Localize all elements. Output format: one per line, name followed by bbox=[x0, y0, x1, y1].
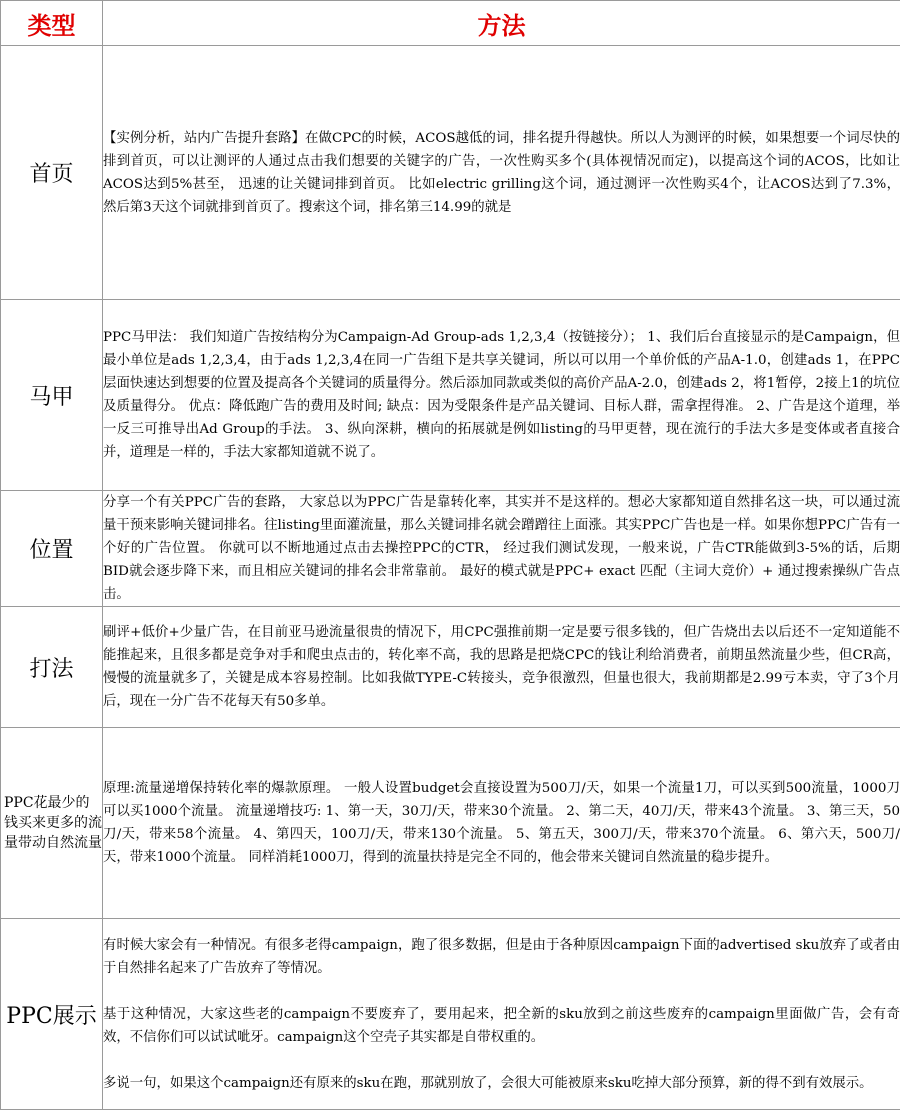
table-row bbox=[1, 919, 900, 1110]
method-paragraph: PPC马甲法： 我们知道广告按结构分为Campaign-Ad Group-ads 1,2,3,4（按链接分）； 1、我们后台直接显示的是Campaign，但最小单位是ads 1,2,3,4，由于ads 1,2,3,4在同一广告组下是共享关键词，所以可以用一个单价低的产品A-1.0，创建ads 1，在PPC层面快速达到想要的位置及提高各个关键词的质量得分。然后添加同款或类似的高价产品A-2.0，创建ads 2，将1暂停，2接上1的坑位及质量得分。 优点：降低跑广告的费用及时间; 缺点：因为受限条件是产品关键词、目标人群，需拿捏得准。 2、广告是这个道理，举一反三可推导出Ad Group的手法。 3、纵向深耕，横向的拓展就是例如listing的马甲更替，现在流行的手法大多是变体或者直接合并，道理是一样的，手法大家都知道就不说了。 bbox=[103, 326, 900, 464]
table-row bbox=[1, 728, 900, 919]
method-cell bbox=[103, 300, 900, 491]
table-row bbox=[1, 46, 900, 300]
method-paragraph: 有时候大家会有一种情况。有很多老得campaign，跑了很多数据，但是由于各种原因campaign下面的advertised sku放弃了或者由于自然排名起来了广告放弃了等情况。 bbox=[103, 934, 900, 980]
type-cell: PPC花最少的钱买来更多的流量带动自然流量 bbox=[1, 728, 103, 919]
table-row bbox=[1, 607, 900, 728]
type-cell: 位置 bbox=[1, 491, 103, 607]
method-paragraph: 【实例分析，站内广告提升套路】在做CPC的时候，ACOS越低的词，排名提升得越快。所以人为测评的时候，如果想要一个词尽快的排到首页，可以让测评的人通过点击我们想要的关键字的广告，一次性购买多个(具体视情况而定)，以提高这个词的ACOS，比如让ACOS达到5%甚至， 迅速的让关键词排到首页。 比如electric grilling这个词，通过测评一次性购买4个，让ACOS达到了7.3%， 然后第3天这个词就排到首页了。搜索这个词，排名第三14.99的就是 bbox=[103, 127, 900, 219]
method-column-header: 方法 bbox=[103, 1, 900, 46]
method-paragraph: 原理:流量递增保持转化率的爆款原理。 一般人设置budget会直接设置为500刀/天，如果一个流量1刀，可以买到500流量，1000刀可以买1000个流量。 流量递增技巧: 1、第一天，30刀/天，带来30个流量。 2、第二天，40刀/天，带来43个流量。 3、第三天，50刀/天，带来58个流量。 4、第四天，100刀/天，带来130个流量。 5、第五天，300刀/天，带来370个流量。 6、第六天，500刀/天，带来1000个流量。 同样消耗1000刀，得到的流量扶持是完全不同的，他会带来关键词自然流量的稳步提升。 bbox=[103, 777, 900, 869]
method-paragraph: 分享一个有关PPC广告的套路， 大家总以为PPC广告是靠转化率，其实并不是这样的。想必大家都知道自然排名这一块，可以通过流量干预来影响关键词排名。往listing里面灌流量，那么关键词排名就会蹭蹭往上面涨。其实PPC广告也是一样。如果你想PPC广告有一个好的广告位置。 你就可以不断地通过点击去操控PPC的CTR， 经过我们测试发现，一般来说，广告CTR能做到3-5%的话，后期BID就会逐步降下来，而且相应关键词的排名会非常靠前。 最好的模式就是PPC+ exact 匹配（主词大竞价）+ 通过搜索操纵广告点击。 bbox=[103, 491, 900, 606]
method-cell bbox=[103, 607, 900, 728]
method-paragraph: 刷评+低价+少量广告，在目前亚马逊流量很贵的情况下，用CPC强推前期一定是要亏很多钱的，但广告烧出去以后还不一定知道能不能推起来，且很多都是竞争对手和爬虫点击的，转化率不高，我的思路是把烧CPC的钱让利给消费者，前期虽然流量少些，但CR高，慢慢的流量就多了，关键是成本容易控制。比如我做TYPE-C转接头，竞争很激烈，但量也很大，我前期都是2.99亏本卖，守了3个月后，现在一分广告不花每天有50多单。 bbox=[103, 621, 900, 713]
method-cell bbox=[103, 919, 900, 1110]
method-paragraph: 多说一句，如果这个campaign还有原来的sku在跑，那就别放了，会很大可能被原来sku吃掉大部分预算，新的得不到有效展示。 bbox=[103, 1072, 900, 1095]
method-cell bbox=[103, 728, 900, 919]
type-cell: PPC展示 bbox=[1, 919, 103, 1110]
type-cell: 马甲 bbox=[1, 300, 103, 491]
table-row bbox=[1, 300, 900, 491]
header-row bbox=[1, 1, 900, 46]
type-cell: 打法 bbox=[1, 607, 103, 728]
method-paragraph: 基于这种情况，大家这些老的campaign不要废弃了，要用起来，把全新的sku放到之前这些废弃的campaign里面做广告，会有奇效，不信你们可以试试呲牙。campaign这个空壳子其实都是自带权重的。 bbox=[103, 1003, 900, 1049]
method-cell bbox=[103, 46, 900, 300]
table-row bbox=[1, 491, 900, 607]
method-cell bbox=[103, 491, 900, 607]
type-column-header: 类型 bbox=[1, 1, 103, 46]
type-cell: 首页 bbox=[1, 46, 103, 300]
